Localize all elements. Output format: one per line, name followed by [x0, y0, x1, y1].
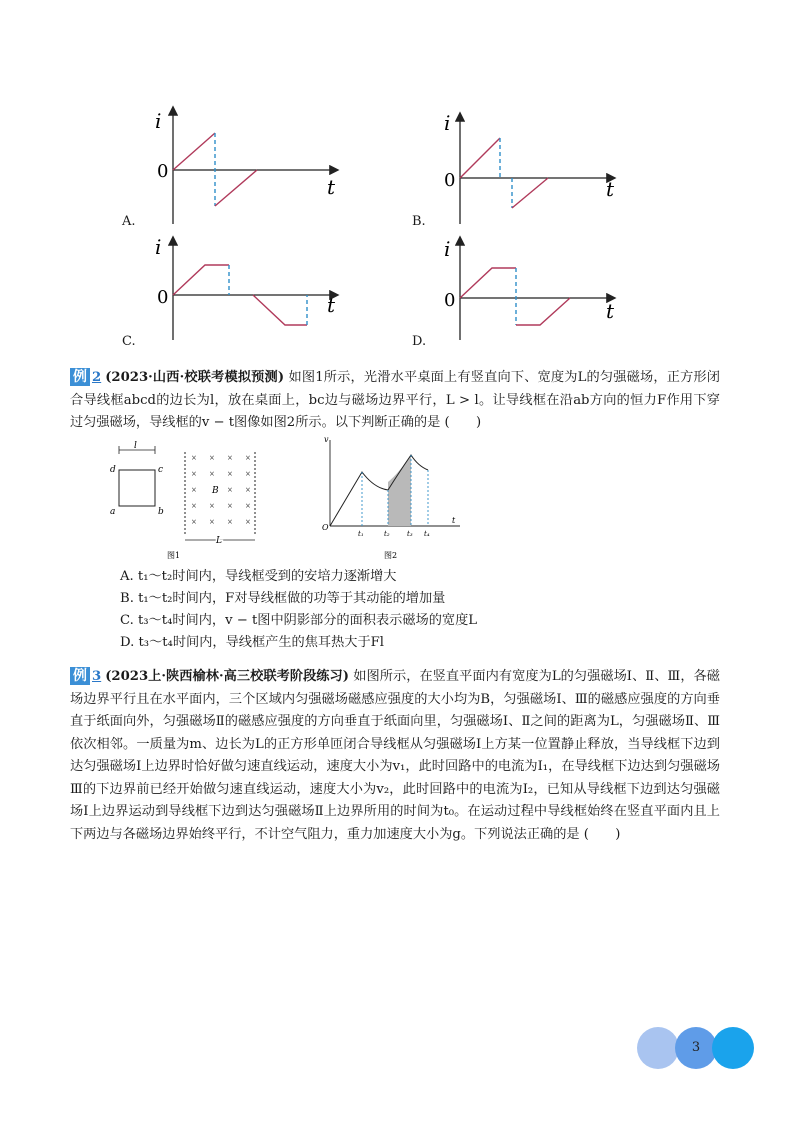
svg-text:×: ×	[245, 486, 251, 494]
svg-text:×: ×	[227, 502, 233, 510]
svg-text:×: ×	[245, 518, 251, 526]
page-circle-left	[637, 1027, 679, 1069]
graph-d-origin: 0	[444, 290, 456, 311]
svg-text:×: ×	[209, 454, 215, 462]
fig2-shaded-area	[388, 455, 411, 526]
example2-figure2	[312, 430, 472, 562]
fig1-label-c: c	[158, 465, 164, 475]
example3-number: 3	[92, 669, 102, 684]
fig1-label-d: d	[110, 465, 116, 475]
example3-text: 如图所示，在竖直平面内有宽度为L的匀强磁场Ⅰ、Ⅱ、Ⅲ，各磁场边界平行且在水平面内，三个区域内匀强磁场磁感应强度的大小均为B，匀强磁场Ⅰ、Ⅲ的磁感应强度的方向垂直于纸面向外，匀强磁场Ⅱ的磁感应强度的方向垂直于纸面向里，匀强磁场Ⅰ、Ⅱ之间的距离为L，匀强磁场Ⅱ、Ⅲ依次相邻。一质量为m、边长为L的正方形单匝闭合导线框从匀强磁场Ⅰ上方某一位置静止释放，当导线框下边到达匀强磁场Ⅰ上边界时恰好做匀速直线运动，速度大小为v₁，此时回路中的电流为I₁，在导线框下边达到匀强磁场Ⅲ的下边界前已经开始做匀速直线运动，速度大小为v₂，此时回路中的电流为I₂，已知从导线框下边到达匀强磁场Ⅰ上边界运动到导线框下边到达匀强磁场Ⅱ上边界所用的时间为t₀。在运动过程中导线框始终在竖直平面内且上下两边与各磁场边界始终平行，不计空气阻力，重力加速度大小为g。下列说法正确的是 ( )	[70, 669, 720, 842]
fig2-label-t1: t₁	[358, 530, 364, 538]
option-d-label: D.	[412, 334, 427, 349]
svg-text:×: ×	[227, 470, 233, 478]
svg-text:×: ×	[245, 502, 251, 510]
graph-b-i-label: i	[444, 111, 451, 135]
fig1-square-frame	[119, 470, 155, 506]
fig1-caption: 图1	[167, 551, 181, 560]
graph-c	[145, 232, 345, 342]
svg-text:×: ×	[245, 454, 251, 462]
svg-text:×: ×	[227, 454, 233, 462]
fig2-label-t4: t₄	[424, 530, 430, 538]
graph-options	[0, 0, 794, 360]
fig2-label-t2: t₂	[384, 530, 390, 538]
graph-c-origin: 0	[157, 287, 169, 308]
svg-text:×: ×	[191, 470, 197, 478]
graph-a	[145, 100, 345, 230]
fig2-label-o: O	[322, 523, 329, 532]
example3-badge: 例	[70, 667, 90, 685]
fig1-label-l: l	[134, 441, 137, 451]
example2-figure1	[105, 440, 275, 562]
option-b-label: B.	[412, 214, 426, 229]
example2-option-a: A. t₁～t₂时间内，导线框受到的安培力逐渐增大	[120, 569, 397, 584]
option-c-label: C.	[122, 334, 136, 349]
graph-d	[430, 232, 630, 342]
graph-c-curve-neg	[253, 295, 307, 325]
graph-a-origin: 0	[157, 161, 169, 182]
graph-a-t-label: t	[327, 175, 336, 199]
svg-text:×: ×	[209, 502, 215, 510]
option-a-label: A.	[122, 214, 136, 229]
fig1-label-L: L	[216, 536, 222, 546]
graph-c-i-label: i	[155, 235, 162, 259]
fig2-label-t3: t₃	[407, 530, 413, 538]
page-number: 3	[691, 1040, 701, 1055]
example2-question	[70, 367, 720, 435]
graph-b-curve-rise	[460, 138, 500, 178]
fig2-label-v: v	[324, 435, 329, 444]
example2-number: 2	[92, 370, 102, 385]
example3-source: (2023上·陕西榆林·高三校联考阶段练习)	[105, 669, 350, 684]
svg-text:×: ×	[191, 518, 197, 526]
fig1-label-B: B	[212, 486, 219, 496]
svg-text:×: ×	[191, 486, 197, 494]
graph-b-origin: 0	[444, 170, 456, 191]
example3-question	[70, 666, 720, 846]
example2-badge: 例	[70, 368, 90, 386]
fig2-label-t: t	[452, 516, 456, 525]
graph-a-curve-rise	[173, 133, 215, 170]
graph-b	[430, 108, 630, 228]
graph-d-curve-neg	[516, 298, 570, 325]
graph-d-i-label: i	[444, 237, 451, 261]
graph-c-t-label: t	[327, 293, 336, 317]
graph-a-i-label: i	[155, 109, 162, 133]
fig1-label-a: a	[110, 507, 116, 517]
svg-text:×: ×	[191, 502, 197, 510]
example2-source: (2023·山西·校联考模拟预测)	[105, 370, 285, 385]
example2-text: 如图1所示，光滑水平桌面上有竖直向下、宽度为L的匀强磁场，正方形闭合导线框abcd的边长为l，放在桌面上，bc边与磁场边界平行，L > l。让导线框在沿ab方向的恒力F作用下穿过匀强磁场，导线框的v − t图像如图2所示。以下判断正确的是 ( )	[70, 370, 720, 430]
svg-text:×: ×	[227, 518, 233, 526]
graph-b-t-label: t	[606, 177, 615, 201]
page-circle-right	[712, 1027, 754, 1069]
graph-d-curve-pos	[460, 268, 516, 298]
page-number-decoration	[637, 1027, 753, 1069]
example2-option-b: B. t₁～t₂时间内，F对导线框做的功等于其动能的增加量	[120, 591, 446, 606]
svg-text:×: ×	[245, 470, 251, 478]
svg-text:×: ×	[209, 470, 215, 478]
example2-option-c: C. t₃～t₄时间内，v − t图中阴影部分的面积表示磁场的宽度L	[120, 613, 478, 628]
svg-text:×: ×	[191, 454, 197, 462]
graph-b-curve-rise2	[512, 178, 548, 208]
fig2-vt-curve	[330, 455, 428, 526]
svg-text:×: ×	[209, 518, 215, 526]
fig1-label-b: b	[158, 507, 164, 517]
graph-a-curve-rise2	[215, 170, 257, 206]
fig2-caption: 图2	[384, 551, 398, 560]
example2-option-d: D. t₃～t₄时间内，导线框产生的焦耳热大于Fl	[120, 635, 385, 650]
svg-text:×: ×	[227, 486, 233, 494]
graph-d-t-label: t	[606, 299, 615, 323]
graph-c-curve-pos	[173, 265, 229, 295]
